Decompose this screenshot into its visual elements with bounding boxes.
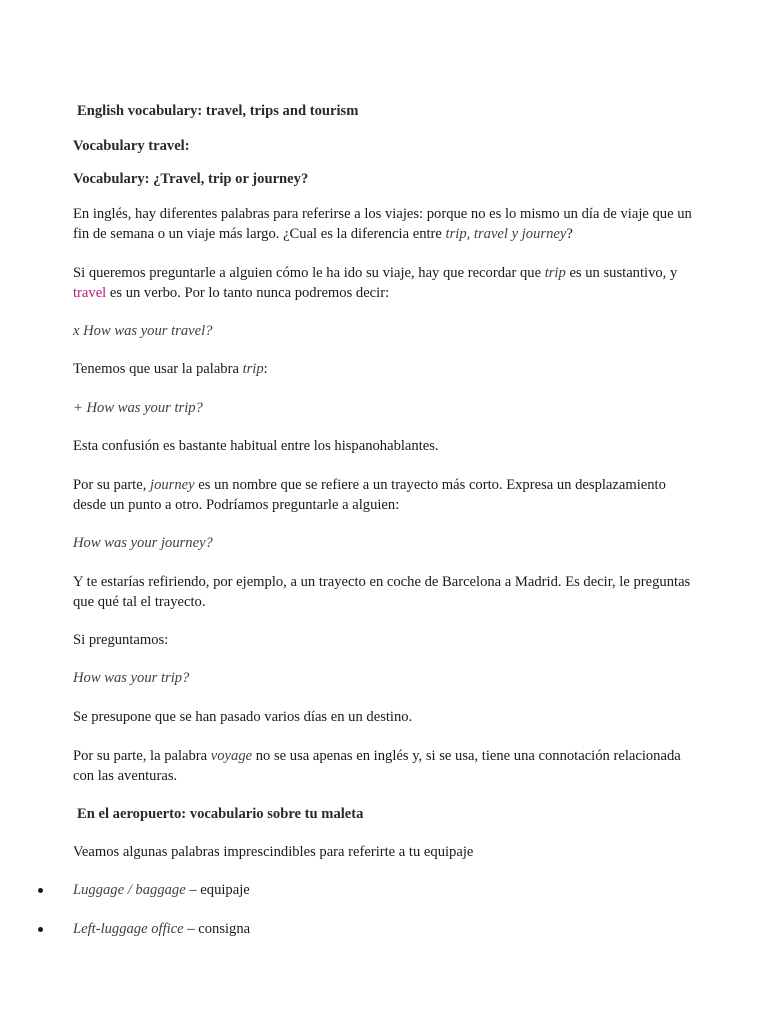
- heading-travel-trip-journey: Vocabulary: ¿Travel, trip or journey?: [73, 171, 309, 187]
- paragraph-equipaje: Veamos algunas palabras imprescindibles para referirte a tu equipaje: [73, 844, 474, 860]
- paragraph-intro-end: ?: [566, 226, 573, 242]
- example-wrong: x How was your travel?: [73, 323, 213, 339]
- paragraph-voyage: [73, 746, 693, 786]
- text-span: no se usa apenas en inglés y, si se usa, tiene una connotación relacionada con las aventuras.: [73, 748, 681, 784]
- example-trip: How was your trip?: [73, 670, 190, 686]
- list-item-definition: – consigna: [183, 921, 251, 937]
- text-span: :: [263, 361, 268, 377]
- list-item: [73, 880, 693, 900]
- word-travel: travel: [73, 285, 107, 301]
- paragraph-intro-italic: trip, travel y journey: [445, 226, 567, 242]
- list-item-definition: – equipaje: [185, 882, 250, 898]
- paragraph-barcelona: Y te estarías refiriendo, por ejemplo, a un trayecto en coche de Barcelona a Madrid. Es decir, le preguntas que qué tal el trayecto.: [73, 574, 691, 610]
- text-span: es un sustantivo, y: [565, 265, 678, 281]
- word-trip: trip: [544, 265, 566, 281]
- text-span: Si queremos preguntarle a alguien cómo le ha ido su viaje, hay que recordar que: [73, 265, 545, 281]
- text-span: Por su parte,: [73, 477, 151, 493]
- list-item-term: Left-luggage office: [73, 921, 184, 937]
- word-journey: journey: [150, 477, 195, 493]
- list-item-term: Luggage / baggage: [73, 882, 186, 898]
- example-correct: + How was your trip?: [73, 400, 203, 416]
- text-span: Tenemos que usar la palabra: [73, 361, 243, 377]
- word-voyage: voyage: [210, 748, 253, 764]
- paragraph-presupone: Se presupone que se han pasado varios días en un destino.: [73, 709, 413, 725]
- paragraph-journey: [73, 475, 693, 515]
- bullet-icon: [38, 927, 43, 932]
- heading-vocabulary-travel: Vocabulary travel:: [73, 138, 190, 154]
- text-span: Por su parte, la palabra: [73, 748, 211, 764]
- bullet-icon: [38, 888, 43, 893]
- heading-english-vocabulary: English vocabulary: travel, trips and tourism: [77, 103, 359, 119]
- paragraph-si-preguntamos: Si preguntamos:: [73, 632, 169, 648]
- list-item: [73, 919, 693, 939]
- paragraph-intro: [73, 204, 693, 244]
- example-journey: How was your journey?: [73, 535, 213, 551]
- text-span: es un nombre que se refiere a un trayecto más corto. Expresa un desplazamiento desde un punto a otro. Podríamos preguntarle a alguien:: [73, 477, 666, 513]
- paragraph-trip-noun: [73, 263, 693, 303]
- word-trip: trip: [242, 361, 264, 377]
- paragraph-intro-text: En inglés, hay diferentes palabras para referirse a los viajes: porque no es lo mismo un día de viaje que un fin de semana o un viaje más largo. ¿Cual es la diferencia entre: [73, 206, 692, 242]
- text-span: es un verbo. Por lo tanto nunca podremos decir:: [106, 285, 390, 301]
- paragraph-confusion: Esta confusión es bastante habitual entre los hispanohablantes.: [73, 438, 439, 454]
- heading-aeropuerto: En el aeropuerto: vocabulario sobre tu maleta: [77, 806, 364, 822]
- paragraph-use-trip: [73, 359, 693, 379]
